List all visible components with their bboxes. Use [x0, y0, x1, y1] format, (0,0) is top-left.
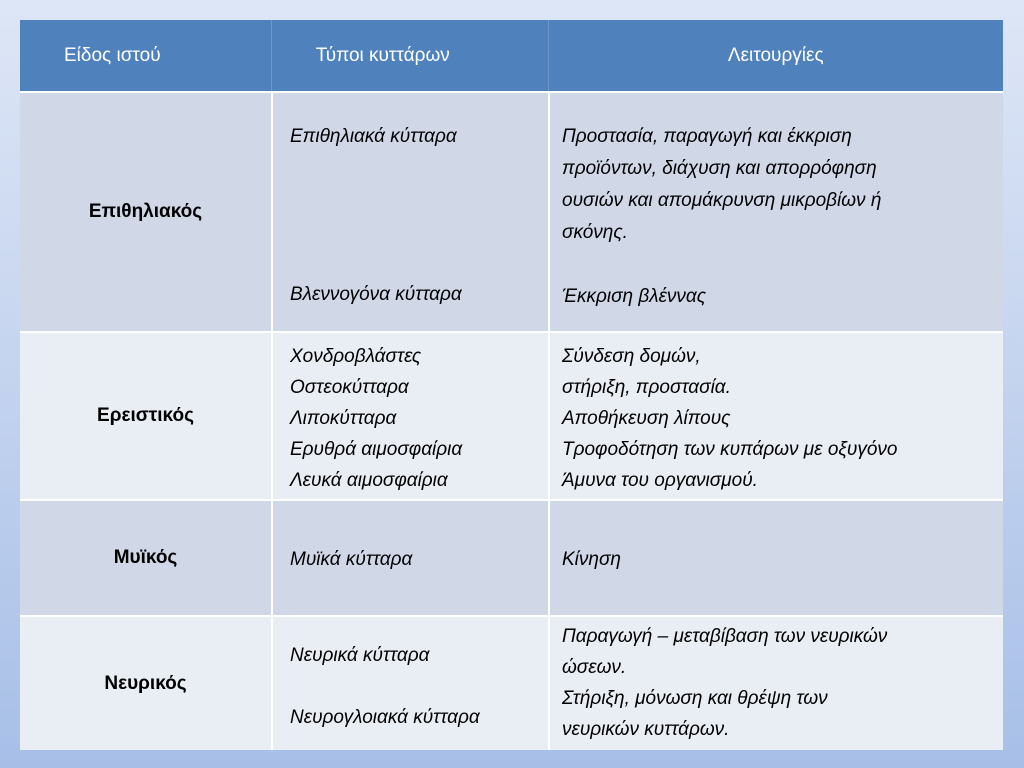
tissue-name: Νευρικός: [104, 672, 187, 694]
function-line: Αποθήκευση λίπους: [562, 408, 731, 429]
cell-type: Βλεννογόνα κύτταρα: [290, 284, 462, 305]
header-functions: Λειτουργίες: [548, 20, 1003, 91]
cell-types-cell: [271, 501, 548, 615]
cell-type: Λιποκύτταρα: [290, 408, 397, 429]
tissue-name: Ερειστικός: [97, 405, 194, 426]
function-line: Παραγωγή – μεταβίβαση των νευρικών: [562, 626, 888, 647]
tissue-name: Επιθηλιακός: [88, 201, 203, 222]
table-row: [20, 91, 1003, 331]
function-line: Προστασία, παραγωγή και έκκριση: [562, 126, 852, 147]
cell-type: Επιθηλιακά κύτταρα: [290, 126, 457, 147]
function-line: Κίνηση: [562, 549, 621, 570]
header-tissue-type: Είδος ιστού: [64, 44, 161, 66]
table-row: [20, 331, 1003, 499]
tissue-name: Μυϊκός: [113, 547, 178, 568]
cell-type: Νευρικά κύτταρα: [290, 645, 430, 666]
cell-types-cell: [271, 333, 548, 499]
cell-type: Λευκά αιμοσφαίρια: [290, 470, 448, 491]
functions-cell: [548, 93, 1003, 331]
function-line: Άμυνα του οργανισμού.: [562, 470, 758, 491]
cell-type: Ερυθρά αιμοσφαίρια: [290, 439, 463, 460]
function-line: νευρικών κυττάρων.: [562, 719, 730, 740]
cell-types-cell: [271, 93, 548, 331]
header-cell-types: Τύποι κυττάρων: [271, 20, 548, 91]
table-row: [20, 615, 1003, 750]
tissue-table: [20, 20, 1003, 750]
cell-type: Χονδροβλάστες: [290, 346, 422, 367]
table-header-row: [20, 20, 1003, 91]
cell-type: Οστεοκύτταρα: [290, 377, 409, 398]
function-line: ώσεων.: [562, 657, 627, 678]
cell-type: Νευρογλοιακά κύτταρα: [290, 707, 480, 728]
function-line: σκόνης.: [562, 222, 628, 243]
functions-cell: [548, 333, 1003, 499]
function-line: Έκκριση βλέννας: [562, 286, 707, 307]
functions-cell: [548, 617, 1003, 750]
function-line: Τροφοδότηση των κυπάρων με οξυγόνο: [562, 439, 898, 460]
table-row: [20, 499, 1003, 615]
function-line: στήριξη, προστασία.: [562, 377, 731, 398]
function-line: Στήριξη, μόνωση και θρέψη των: [562, 688, 828, 709]
function-line: Σύνδεση δομών,: [562, 346, 701, 367]
function-line: ουσιών και απομάκρυνση μικροβίων ή: [562, 190, 882, 211]
function-line: προϊόντων, διάχυση και απορρόφηση: [562, 158, 877, 179]
cell-types-cell: [271, 617, 548, 750]
functions-cell: [548, 501, 1003, 615]
cell-type: Μυϊκά κύτταρα: [290, 549, 413, 570]
